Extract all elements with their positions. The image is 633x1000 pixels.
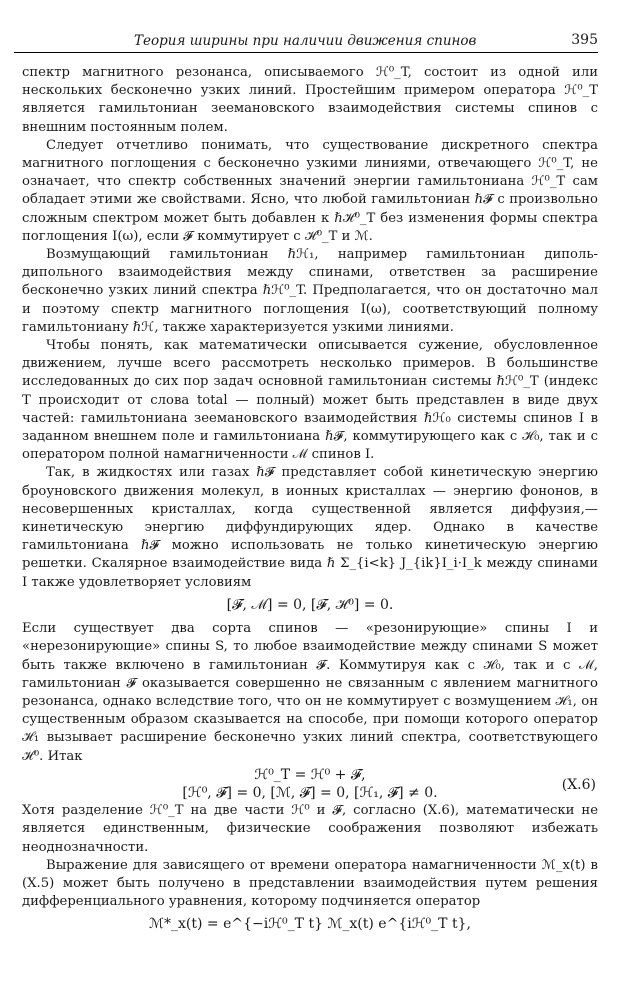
paragraph: Так, в жидкостях или газах ℏ𝓕 представляет собой кинетическую энергию броуновского движения молекул, в ионных кристаллах — энергию фононов, в несовершенных кристаллах, когда существенной является диффузия,— кинетическую энергию диффундирующих ядер. Однако в качестве гамильтониана ℏ𝓕 можно использовать не только кинетическую энергию решетки. Скалярное взаимодействие вида ℏ Σ_{i<k} J_{ik}I_i·I_k между спинами I также удовлетворяет условиям [22,465,598,590]
paragraph: Если существует два сорта спинов — «резонирующие» спины I и «нерезонирующие» спины S, то любое взаимодействие между спинами S может быть также включено в гамильтониан 𝓕. Коммутируя как с ℋ₀, так и с ℳ, гамильтониан 𝓕 оказывается совершенно не связанным с явлением магнитного резонанса, однако вследствие того, что он не коммутирует с возмущением ℋ₁, он существенным образом сказывается на способе, при помощи которого оператор ℋ₁ вызывает расширение бесконечно узких линий спектра, соответствующего ℋ⁰. Итак [22,621,598,764]
page-number: 395 [571,32,598,48]
paragraph: Следует отчетливо понимать, что существование дискретного спектра магнитного поглощения с бесконечно узкими линиями, отвечающего ℋ⁰_T, не означает, что спектр собственных значений энергии гамильтониана ℋ⁰_T сам обладает этими же свойствами. Ясно, что любой гамильтониан ℏ𝓕 с произвольно сложным спектром может быть добавлен к ℏℋ⁰_T без изменения формы спектра поглощения I(ω), если 𝓕 коммутирует с ℋ⁰_T и ℳ. [22,137,598,244]
paragraph: Выражение для зависящего от времени оператора намагниченности ℳ_x(t) в (X.5) может быть получено в представлении взаимодействия путем решения дифференциального уравнения, которому подчиняется оператор [22,857,598,910]
paragraph: спектр магнитного резонанса, описываемого ℋ⁰_T, состоит из одной или нескольких бесконечно узких линий. Простейшим примером оператора ℋ⁰_T является гамильтониан зеемановского взаимодействия системы спинов с внешним постоянным полем. [22,65,598,135]
paragraph: Возмущающий гамильтониан ℏℋ₁, например гамильтониан диполь-дипольного взаимодействия между спинами, ответствен за расширение бесконечно узких линий спектра ℏℋ⁰_T. Предполагается, что он достаточно мал и поэтому спектр магнитного поглощения I(ω), соответствующий полному гамильтониану ℏℋ, также характеризуется узкими линиями. [22,247,598,335]
equation-x6-line2: [ℋ⁰, 𝓕] = 0, [ℳ, 𝓕] = 0, [ℋ₁, 𝓕] ≠ 0. [182,784,438,801]
equation-conditions: [𝓕, ℳ] = 0, [𝓕, ℋ⁰] = 0. [226,596,394,613]
paragraph: Чтобы понять, как математически описывается сужение, обусловленное движением, лучше всего рассмотреть несколько примеров. В большинстве исследованных до сих пор задач основной гамильтониан системы ℏℋ⁰_T (индекс T происходит от слова total — полный) может быть представлен в виде двух частей: гамильтониана зеемановского взаимодействия ℏℋ₀ системы спинов I в заданном внешнем поле и гамильтониана ℏ𝓕, коммутирующего как с ℋ₀, так и с оператором полной намагниченности ℳ спинов I. [22,338,598,463]
equation-final: ℳ*_x(t) = e^{−iℋ⁰_T t} ℳ_x(t) e^{iℋ⁰_T t}, [149,916,471,933]
paragraph: Хотя разделение ℋ⁰_T на две части ℋ⁰ и 𝓕, согласно (X.6), математически не является единственным, физические соображения позволяют избежать неоднозначности. [22,803,598,855]
header-title: Теория ширины при наличии движения спинов [134,33,477,49]
running-header [14,30,598,53]
equation-x6 [22,766,598,802]
page-body [22,64,598,940]
equation-label: (X.6) [561,776,596,793]
equation-x6-line1: ℋ⁰_T = ℋ⁰ + 𝓕, [254,766,366,783]
